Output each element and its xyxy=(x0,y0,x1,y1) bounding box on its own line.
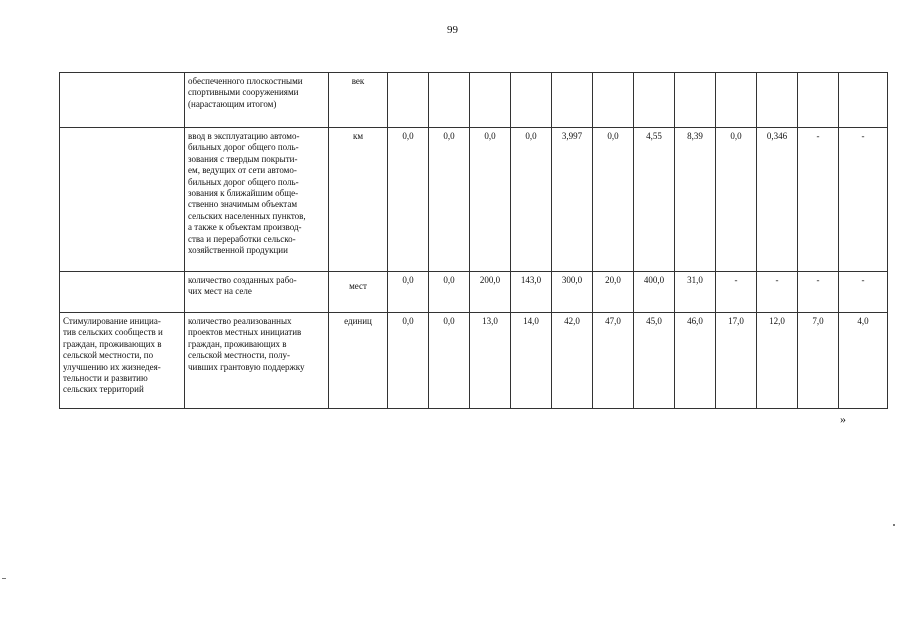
scan-mark xyxy=(893,524,895,526)
indicator-line: граждан, проживающих в xyxy=(188,338,287,349)
category-cell xyxy=(60,128,185,272)
value-cell xyxy=(429,73,470,128)
value-cell xyxy=(798,73,839,128)
value-cell: 400,0 xyxy=(634,272,675,313)
value-cell: 0,346 xyxy=(757,128,798,272)
value-cell: 0,0 xyxy=(388,313,429,409)
category-line: Стимулирование инициа- xyxy=(63,316,161,326)
value-cell: 0,0 xyxy=(429,313,470,409)
value-cell: - xyxy=(839,272,888,313)
value-cell xyxy=(839,73,888,128)
indicator-line: ства и переработки сельско- xyxy=(188,233,296,244)
category-line: тельности и развитию xyxy=(63,373,148,384)
value-cell xyxy=(675,73,716,128)
category-cell xyxy=(60,313,185,409)
value-cell: - xyxy=(798,272,839,313)
indicator-line: чивших грантовую поддержку xyxy=(188,361,305,372)
value-cell: 47,0 xyxy=(593,313,634,409)
indicator-line: ввод в эксплуатацию автомо- xyxy=(188,131,300,141)
indicator-line: зования к ближайшим обще- xyxy=(188,188,299,199)
value-cell xyxy=(388,73,429,128)
indicator-line: хозяйственной продукции xyxy=(188,245,288,256)
value-cell: 200,0 xyxy=(470,272,511,313)
indicator-cell: обеспеченного плоскостными спортивными сооружениями (нарастающим итогом) xyxy=(185,73,329,128)
value-cell xyxy=(634,73,675,128)
value-cell xyxy=(716,73,757,128)
unit-cell: мест xyxy=(329,272,388,313)
table-row xyxy=(60,313,888,409)
value-cell: - xyxy=(716,272,757,313)
value-cell: 3,997 xyxy=(552,128,593,272)
value-cell: 143,0 xyxy=(511,272,552,313)
table-row xyxy=(60,272,888,313)
value-cell xyxy=(757,73,798,128)
value-cell xyxy=(552,73,593,128)
value-cell: 8,39 xyxy=(675,128,716,272)
value-cell: 46,0 xyxy=(675,313,716,409)
page-number: 99 xyxy=(447,24,458,36)
category-line: тив сельских сообществ и xyxy=(63,327,163,338)
indicator-table xyxy=(59,72,888,409)
table-row xyxy=(60,128,888,272)
value-cell: 4,55 xyxy=(634,128,675,272)
indicator-line: бильных дорог общего поль- xyxy=(188,142,299,153)
indicator-cell xyxy=(185,313,329,409)
category-line: сельских территорий xyxy=(63,384,144,395)
value-cell: 13,0 xyxy=(470,313,511,409)
indicator-cell xyxy=(185,128,329,272)
category-line: граждан, проживающих в xyxy=(63,338,162,349)
indicator-line: ем, ведущих от сети автомо- xyxy=(188,165,297,176)
value-cell: 0,0 xyxy=(511,128,552,272)
category-line: улучшению их жизнедея- xyxy=(63,361,161,372)
unit-cell: единиц xyxy=(329,313,388,409)
category-line: сельской местности, по xyxy=(63,350,154,361)
value-cell: 12,0 xyxy=(757,313,798,409)
value-cell: 0,0 xyxy=(716,128,757,272)
value-cell: - xyxy=(798,128,839,272)
unit-cell: км xyxy=(329,128,388,272)
indicator-line: бильных дорог общего поль- xyxy=(188,176,299,187)
value-cell: 0,0 xyxy=(593,128,634,272)
indicator-cell xyxy=(185,272,329,313)
indicator-line: зования с твердым покрыти- xyxy=(188,153,298,164)
value-cell: 0,0 xyxy=(429,272,470,313)
indicator-line: проектов местных инициатив xyxy=(188,327,302,338)
value-cell: 4,0 xyxy=(839,313,888,409)
value-cell: 0,0 xyxy=(388,272,429,313)
value-cell: - xyxy=(757,272,798,313)
value-cell: 31,0 xyxy=(675,272,716,313)
value-cell: 14,0 xyxy=(511,313,552,409)
indicator-line: количество созданных рабо- xyxy=(188,275,297,285)
scan-mark xyxy=(2,578,6,579)
category-cell xyxy=(60,73,185,128)
value-cell: 300,0 xyxy=(552,272,593,313)
value-cell: 42,0 xyxy=(552,313,593,409)
indicator-line: ственно значимым объектам xyxy=(188,199,298,210)
value-cell: 0,0 xyxy=(429,128,470,272)
value-cell: - xyxy=(839,128,888,272)
category-cell xyxy=(60,272,185,313)
table-row xyxy=(60,73,888,128)
value-cell: 17,0 xyxy=(716,313,757,409)
value-cell: 45,0 xyxy=(634,313,675,409)
value-cell xyxy=(511,73,552,128)
value-cell: 0,0 xyxy=(470,128,511,272)
unit-cell: век xyxy=(329,73,388,128)
value-cell: 0,0 xyxy=(388,128,429,272)
closing-quote: » xyxy=(840,412,846,426)
indicator-line: количество реализованных xyxy=(188,316,292,326)
value-cell xyxy=(593,73,634,128)
indicator-line: сельской местности, полу- xyxy=(188,350,290,361)
value-cell xyxy=(470,73,511,128)
indicator-line: чих мест на селе xyxy=(188,286,252,297)
value-cell: 20,0 xyxy=(593,272,634,313)
indicator-line: сельских населенных пунктов, xyxy=(188,210,306,221)
value-cell: 7,0 xyxy=(798,313,839,409)
indicator-line: а также к объектам производ- xyxy=(188,222,302,233)
